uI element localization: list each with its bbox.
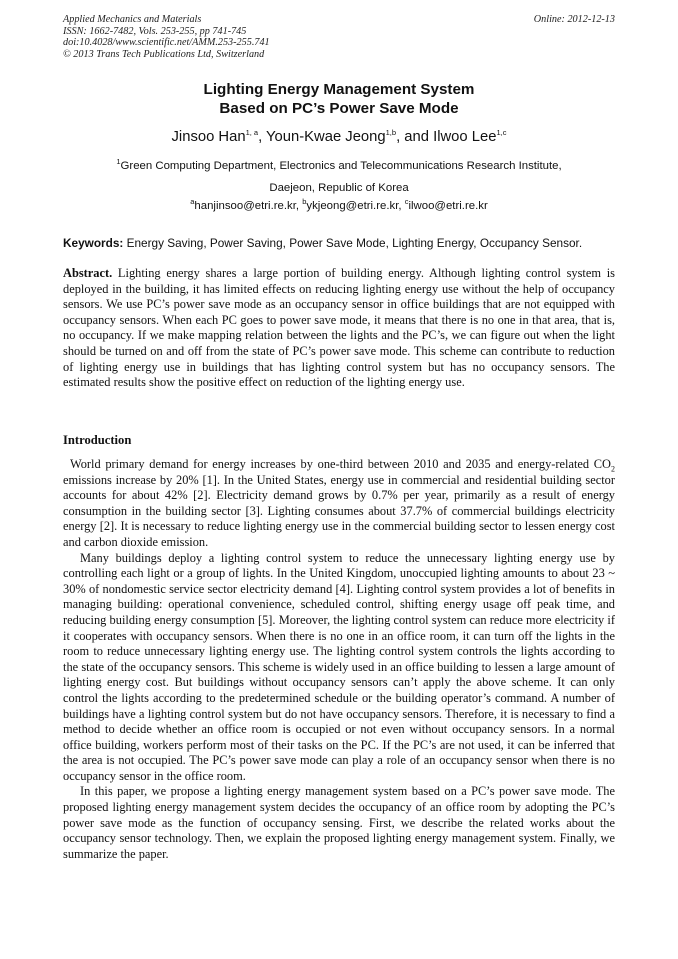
paragraph: Many buildings deploy a lighting control system to reduce the unnecessary lighting energy use by controlling each light or a group of lights. In the United Kingdom, unoccupied lighting amounts to about 23 ~ 30% of nondomestic service sector electricity demand [4]. Lighting control system provides a lot of benefits in managing building: operational convenience, scheduled control, shifting energy usage off peak time, and reducing building energy consumption [5]. Moreover, the lighting control system can reduce more electricity if it cooperates with occupancy sensors. When there is no one in an office room, it can turn off the lights in the room to reduce unnecessary lighting energy use. The lighting control system controls the lights according to the state of the occupancy sensors. This scheme is widely used in an office building to lessen a large amount of lighting energy cost. But buildings without occupancy sensors can’t apply the above scheme. It can only control the lights according to the predetermined schedule or the building operator’s command. A number of buildings have a lighting control system but do not have occupancy sensors. Therefore, it is necessary to find a method to decide whether an office room is occupied or not even without occupancy sensors. In a normal office building, workers perform most of their tasks on the PC. If the PC’s are not used, it can be inferred that the area is not occupied. The PC’s power save mode can play a role of an occupancy sensor when there is no occupancy sensor in the office room. xyxy=(63,550,615,783)
affiliation-line-1: Green Computing Department, Electronics and Telecommunications Research Institute, xyxy=(120,160,562,172)
affiliation-mark: 1 xyxy=(116,157,121,167)
keywords-label: Keywords: xyxy=(63,236,124,250)
subscript: 2 xyxy=(611,464,615,474)
abstract-text: Lighting energy shares a large portion of building energy. Although lighting control system is deployed in the building, it has limited effects on reducing lighting energy use without the help of occupancy sensors. We use PC’s power save mode as an occupancy sensor in office buildings that are not equipped with occupancy sensors. When each PC goes to power save mode, it means that there is no one in that area, that is, no occupancy. If we make mapping relation between the lights and the PC’s, we can figure out when the light should be turned on and off from the state of PC’s power save mode. This scheme can contribute to reduction of lighting energy use in buildings that has lighting control system but has no occupancy sensors. The estimated results show the positive effect on reduction of the lighting energy use. xyxy=(63,266,615,390)
doi-line: doi:10.4028/www.scientific.net/AMM.253-255.741 xyxy=(63,37,270,49)
author-name: Youn-Kwae Jeong xyxy=(266,129,386,145)
abstract xyxy=(63,266,615,391)
issn-line: ISSN: 1662-7482, Vols. 253-255, pp 741-745 xyxy=(63,25,247,37)
author-name: Jinsoo Han xyxy=(171,129,246,145)
author-affiliation-mark: 1,b xyxy=(385,128,397,138)
journal-name: Applied Mechanics and Materials xyxy=(63,14,202,25)
paragraph-text: World primary demand for energy increases by one-third between 2010 and 2035 and energy-related CO xyxy=(70,457,611,471)
keywords xyxy=(63,236,615,250)
email-address: hanjinsoo@etri.re.kr, xyxy=(194,200,303,212)
paper-title xyxy=(63,81,615,118)
email-mark: a xyxy=(190,197,195,207)
author-separator: , and xyxy=(396,129,434,145)
abstract-label: Abstract. xyxy=(63,266,113,280)
paragraph-text: emissions increase by 20% [1]. In the United States, energy use in commercial and residential building sector accounts for about 42% [2]. Electricity demand grows by 0.7% per year, primarily as a result of energy consumption in the building sector [3]. Lighting consumes about 37.7% of commercial buildings electricity energy [2]. It is necessary to reduce lighting energy use in the commercial building sector to lessen energy cost and carbon dioxide emission. xyxy=(63,472,615,549)
author-separator: , xyxy=(258,129,267,145)
title-line-2: Based on PC’s Power Save Mode xyxy=(219,99,459,117)
title-line-1: Lighting Energy Management System xyxy=(203,81,475,98)
author-list xyxy=(63,128,615,146)
section-heading-introduction: Introduction xyxy=(63,433,132,447)
author-emails xyxy=(63,198,615,214)
email-mark: b xyxy=(302,197,307,207)
copyright-line: © 2013 Trans Tech Publications Ltd, Switzerland xyxy=(63,48,265,60)
affiliation-line-2: Daejeon, Republic of Korea xyxy=(269,182,409,194)
author-affiliation-mark: 1,c xyxy=(496,128,507,138)
introduction-body xyxy=(63,457,615,862)
publication-header xyxy=(63,14,270,60)
paragraph: In this paper, we propose a lighting energy management system based on a PC’s power save mode. The proposed lighting energy management system decides the occupancy of an office room by adopting the PC’s power save mode as the function of occupancy sensing. First, we describe the related works about the occupancy sensor technology. Then, we explain the proposed lighting energy management system. Finally, we summarize the paper. xyxy=(63,784,615,861)
email-mark: c xyxy=(404,197,409,207)
affiliation xyxy=(63,155,615,199)
author-affiliation-mark: 1, a xyxy=(245,128,259,138)
paragraph xyxy=(63,457,615,551)
author-name: Ilwoo Lee xyxy=(433,129,497,145)
email-address: ykjeong@etri.re.kr, xyxy=(306,200,405,212)
online-date: Online: 2012-12-13 xyxy=(533,14,615,25)
email-address: ilwoo@etri.re.kr xyxy=(408,200,488,212)
keywords-text: Energy Saving, Power Saving, Power Save Mode, Lighting Energy, Occupancy Sensor. xyxy=(123,236,583,250)
